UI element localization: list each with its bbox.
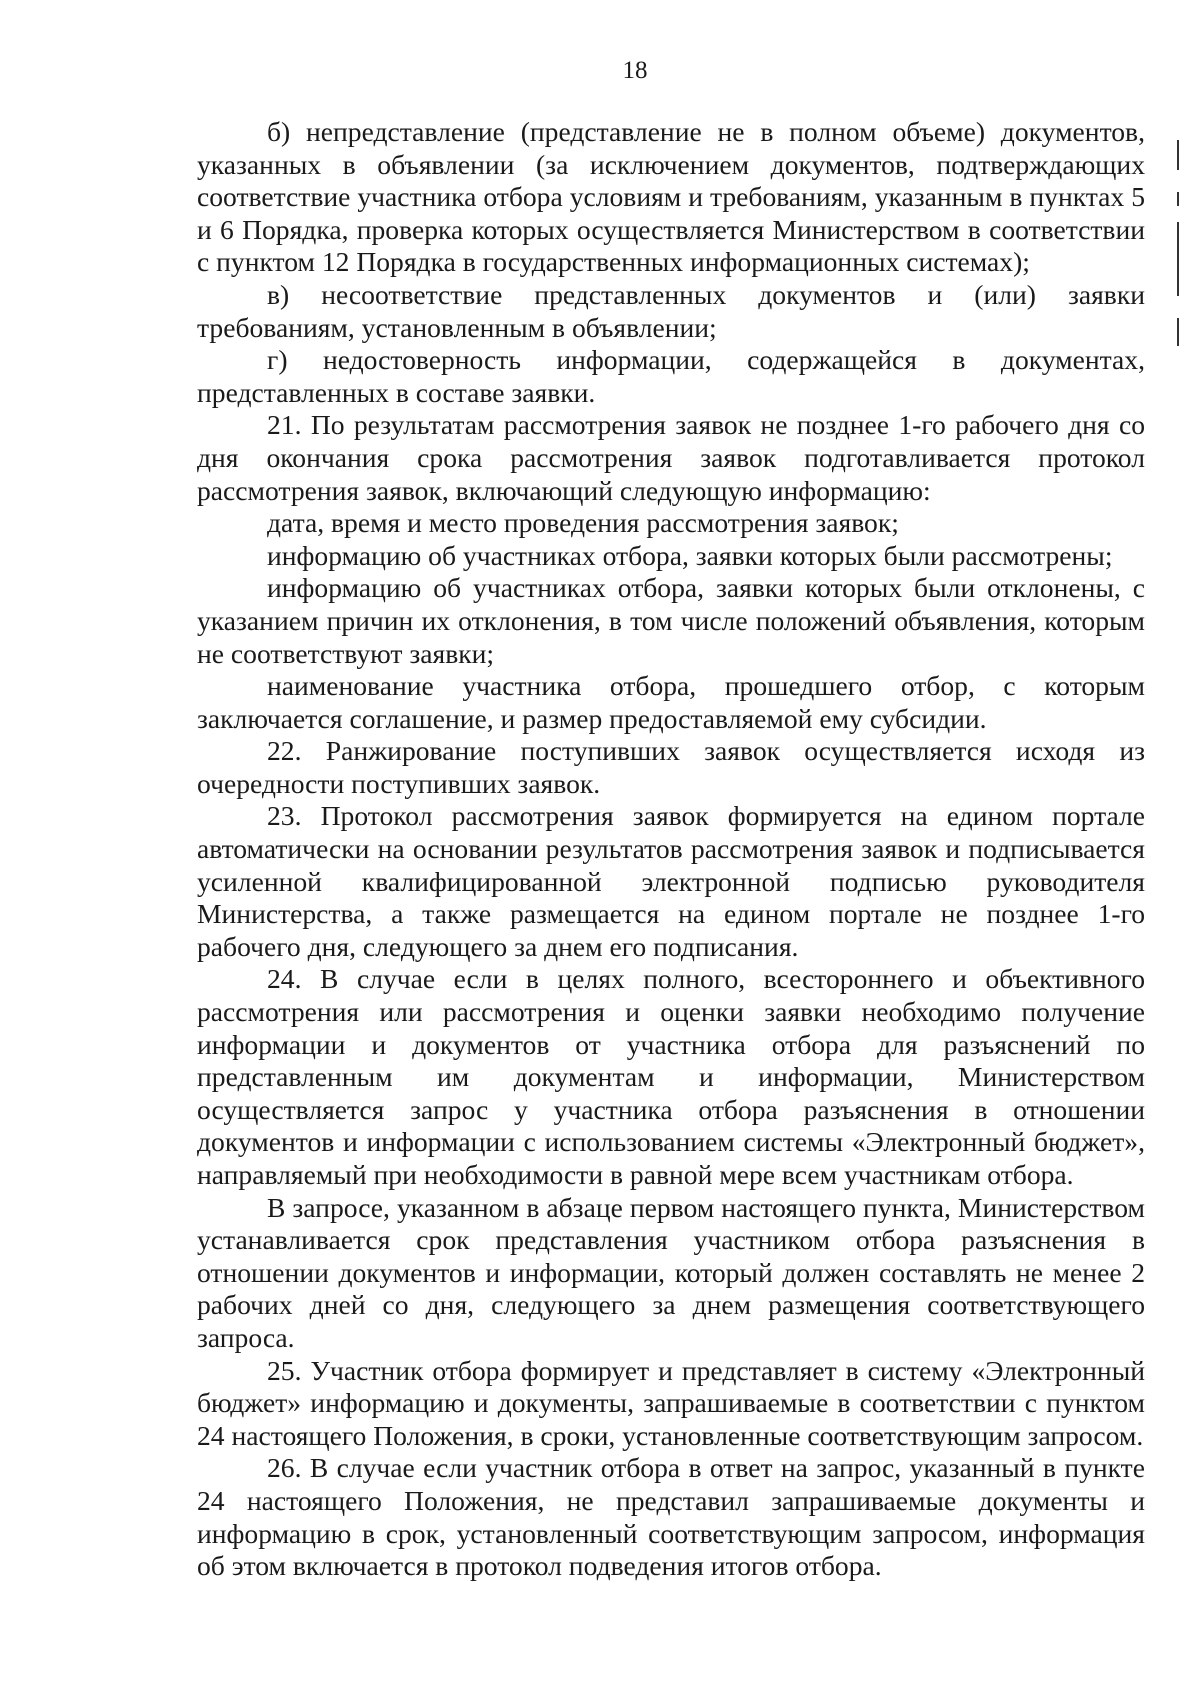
paragraph-26: 26. В случае если участник отбора в ответ на запрос, указанный в пункте 24 настоящего Положения, не представил запрашиваемые документы и информацию в срок, установленный соответствующим запросом, информация об этом включается в протокол подведения итогов отбора. <box>197 1452 1145 1582</box>
paragraph-23: 23. Протокол рассмотрения заявок формируется на едином портале автоматически на основании результатов рассмотрения заявок и подписывается усиленной квалифицированной электронной подписью руководителя Министерства, а также размещается на едином портале не позднее 1-го рабочего дня, следующего за днем его подписания. <box>197 800 1145 962</box>
paragraph-24: 24. В случае если в целях полного, всестороннего и объективного рассмотрения или рассмотрения и оценки заявки необходимо получение информации и документов от участника отбора для разъяснений по представленным им документам и информации, Министерством осуществляется запрос у участника отбора разъяснения в отношении документов и информации с использованием системы «Электронный бюджет», направляемый при необходимости в равной мере всем участникам отбора. <box>197 963 1145 1190</box>
paragraph-21-item-4: наименование участника отбора, прошедшего отбор, с которым заключается соглашение, и размер предоставляемой ему субсидии. <box>197 670 1145 734</box>
margin-mark <box>1177 318 1179 346</box>
margin-mark <box>1177 140 1179 170</box>
paragraph-item-v: в) несоответствие представленных документов и (или) заявки требованиям, установленным в объявлении; <box>197 278 1145 343</box>
paragraph-item-b: б) непредставление (представление не в полном объеме) документов, указанных в объявлении (за исключением документов, подтверждающих соответствие участника отбора условиям и требованиям, указанным в пунктах 5 и 6 Порядка, проверка которых осуществляется Министерством в соответствии с пунктом 12 Порядка в государственных информационных системах); <box>197 116 1145 278</box>
paragraph-21: 21. По результатам рассмотрения заявок не позднее 1-го рабочего дня со дня окончания срока рассмотрения заявок подготавливается протокол рассмотрения заявок, включающий следующую информацию: <box>197 409 1145 506</box>
paragraph-24-continued: В запросе, указанном в абзаце первом настоящего пункта, Министерством устанавливается срок представления участником отбора разъяснения в отношении документов и информации, который должен составлять не менее 2 рабочих дней со дня, следующего за днем размещения соответствующего запроса. <box>197 1191 1145 1353</box>
paragraph-21-item-1: дата, время и место проведения рассмотрения заявок; <box>267 507 899 539</box>
paragraph-25: 25. Участник отбора формирует и представляет в систему «Электронный бюджет» информацию и документы, запрашиваемые в соответствии с пунктом 24 настоящего Положения, в сроки, установленные соответствующим запросом. <box>197 1354 1145 1451</box>
margin-mark <box>1177 222 1179 296</box>
paragraph-22: 22. Ранжирование поступивших заявок осуществляется исходя из очередности поступивших заявок. <box>197 735 1145 799</box>
paragraph-21-item-3: информацию об участниках отбора, заявки которых были отклонены, с указанием причин их отклонения, в том числе положений объявления, которым не соответствуют заявки; <box>197 572 1145 669</box>
document-body <box>197 116 1145 1583</box>
paragraph-item-g: г) недостоверность информации, содержащейся в документах, представленных в составе заявки. <box>197 344 1145 408</box>
paragraph-21-item-2: информацию об участниках отбора, заявки которых были рассмотрены; <box>267 539 1113 571</box>
margin-mark <box>1177 192 1179 206</box>
page-number: 18 <box>622 57 648 84</box>
